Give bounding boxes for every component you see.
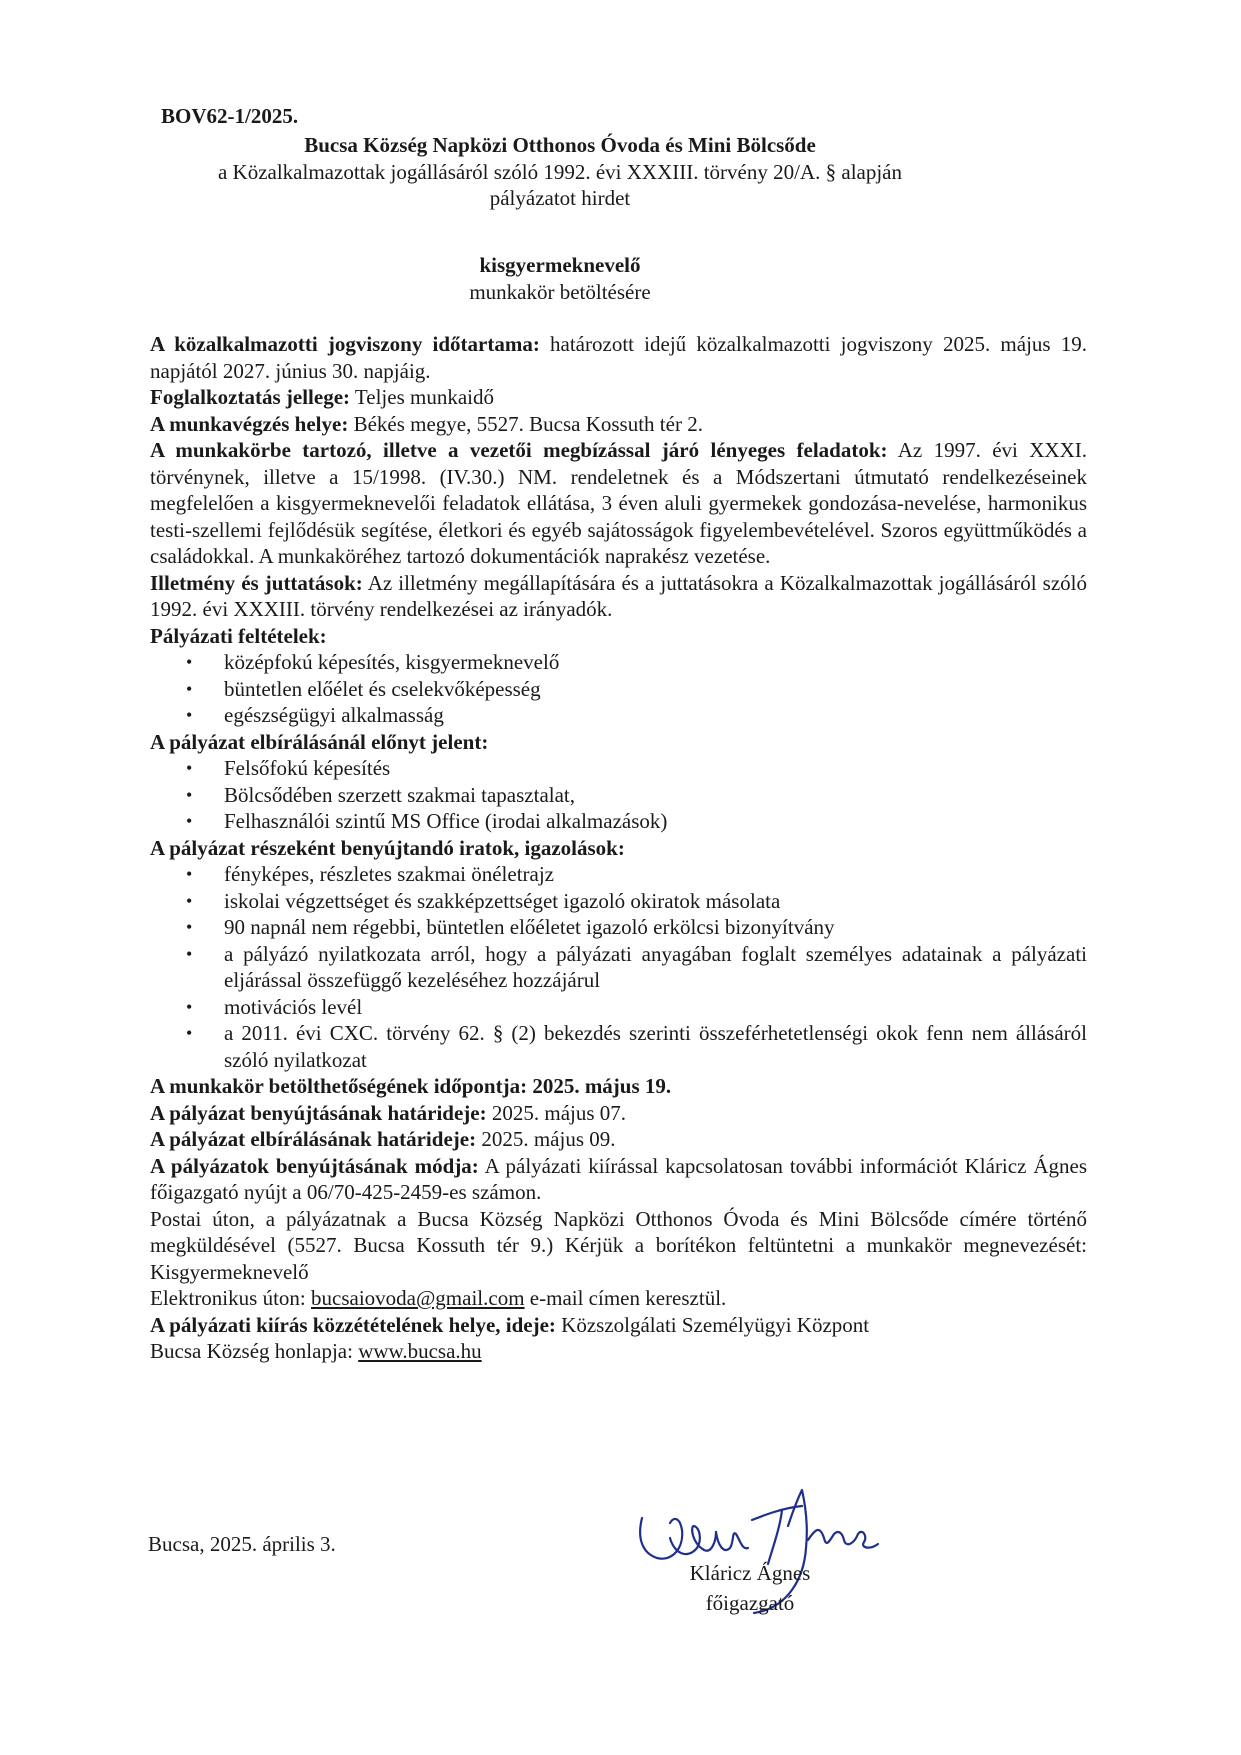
employment-text: Teljes munkaidő xyxy=(354,385,494,409)
duration-section xyxy=(150,331,1087,384)
website-link[interactable]: www.bucsa.hu xyxy=(358,1339,482,1363)
documents-heading: A pályázat részeként benyújtandó iratok, igazolások: xyxy=(150,835,625,860)
advantages-list xyxy=(150,755,1087,835)
conditions-heading: Pályázati feltételek: xyxy=(150,623,327,648)
conditions-list xyxy=(150,649,1087,729)
deadline-text: 2025. május 07. xyxy=(491,1100,627,1125)
salary-section xyxy=(150,570,1087,623)
list-item: • középfokú képesítés, kisgyermeknevelő xyxy=(150,649,1087,676)
employment-label: Foglalkoztatás jellege: xyxy=(150,385,351,409)
method-section xyxy=(150,1153,1087,1206)
place-text: Békés megye, 5527. Bucsa Kossuth tér 2. xyxy=(353,411,703,436)
duration-label: A közalkalmazotti jogviszony időtartama: xyxy=(150,332,540,356)
publication-text: Közszolgálati Személyügyi Központ xyxy=(561,1312,870,1337)
list-item: • Felhasználói szintű MS Office (irodai alkalmazások) xyxy=(150,808,1087,835)
duration-text: határozott idejű közalkalmazotti jogviszony 2025. május 19. napjától 2027. június 30. napjáig. xyxy=(150,332,1088,383)
decision-label: A pályázat elbírálásának határideje: xyxy=(150,1127,477,1151)
website-section xyxy=(150,1338,1087,1365)
electronic-section xyxy=(150,1285,1087,1312)
postal-text: Postai úton, a pályázatnak a Bucsa Község Napközi Otthonos Óvoda és Mini Bölcsőde címére történő megküldésével (5527. Bucsa Kossuth tér 9.) Kérjük a borítékon feltüntetni a munkakör megnevezését: Kisgyermeknevelő xyxy=(150,1206,1087,1284)
duties-label: A munkakörbe tartozó, illetve a vezetői megbízással járó lényeges feladatok: xyxy=(150,438,888,462)
position-title-block xyxy=(150,252,970,305)
documents-list xyxy=(150,861,1087,1073)
legal-basis: a Közalkalmazottak jogállásáról szóló 1992. évi XXXIII. törvény 20/A. § alapján xyxy=(217,159,903,184)
website-pre: Bucsa Község honlapja: xyxy=(150,1339,353,1363)
decision-text: 2025. május 09. xyxy=(481,1127,616,1151)
list-item: • motivációs levél xyxy=(150,994,1087,1021)
salary-text: Az illetmény megállapítására és a juttatásokra a Közalkalmazottak jogállásáról szóló 1992. évi XXXIII. törvény rendelkezései az irányadók. xyxy=(150,570,1088,621)
date-place: Bucsa, 2025. április 3. xyxy=(148,1532,336,1556)
list-item: • büntetlen előélet és cselekvőképesség xyxy=(150,676,1087,703)
document-header xyxy=(150,132,970,212)
deadline-label: A pályázat benyújtásának határideje: xyxy=(150,1100,487,1125)
list-item: • 90 napnál nem régebbi, büntetlen előéletet igazoló erkölcsi bizonyítvány xyxy=(150,914,1087,941)
signer-name: Kláricz Ágnes xyxy=(689,1561,811,1585)
email-link[interactable]: bucsaiovoda@gmail.com xyxy=(311,1286,525,1310)
list-item: • fényképes, részletes szakmai önéletrajz xyxy=(150,861,1087,888)
method-text: A pályázati kiírással kapcsolatosan további információt Kláricz Ágnes főigazgató nyújt a 06/70-425-2459-es számon. xyxy=(150,1153,1087,1204)
announcement-line: pályázatot hirdet xyxy=(489,186,631,210)
place-section xyxy=(150,411,1087,438)
signer-title: főigazgató xyxy=(705,1591,795,1615)
employment-section xyxy=(150,384,1087,411)
method-label: A pályázatok benyújtásának módja: xyxy=(150,1153,479,1178)
list-item: • egészségügyi alkalmasság xyxy=(150,702,1087,729)
signer-block xyxy=(650,1558,850,1618)
list-item: • Bölcsődében szerzett szakmai tapasztalat, xyxy=(150,782,1087,809)
electronic-pre: Elektronikus úton: xyxy=(150,1286,306,1310)
decision-section xyxy=(150,1126,1087,1153)
list-item: • a pályázó nyilatkozata arról, hogy a pályázati anyagában foglalt személyes adatainak a pályázati eljárással összefüggő kezeléséhez hozzájárul xyxy=(150,941,1087,994)
organization-name: Bucsa Község Napközi Otthonos Óvoda és Mini Bölcsőde xyxy=(304,133,816,157)
publication-label: A pályázati kiírás közzétételének helye, ideje: xyxy=(150,1312,556,1337)
position-title: kisgyermeknevelő xyxy=(479,253,641,277)
advantages-heading: A pályázat elbírálásánál előnyt jelent: xyxy=(150,729,489,754)
list-item: • Felsőfokú képesítés xyxy=(150,755,1087,782)
start-date: A munkakör betölthetőségének időpontja: 2025. május 19. xyxy=(150,1074,672,1098)
reference-number: BOV62-1/2025. xyxy=(161,104,299,128)
duties-section xyxy=(150,437,1087,570)
position-subtitle: munkakör betöltésére xyxy=(469,279,651,304)
list-item: • a 2011. évi CXC. törvény 62. § (2) bekezdés szerinti összeférhetetlenségi okok fenn nem állásáról szóló nyilatkozat xyxy=(150,1020,1087,1073)
deadline-section xyxy=(150,1100,1087,1127)
place-label: A munkavégzés helye: xyxy=(150,411,349,436)
list-item: • iskolai végzettséget és szakképzettséget igazoló okiratok másolata xyxy=(150,888,1087,915)
duties-text: Az 1997. évi XXXI. törvénynek, illetve a 15/1998. (IV.30.) NM. rendeletnek és a Módszertani útmutató rendelkezéseinek megfelelően a kisgyermeknevelői feladatok ellátása, 3 éven aluli gyermekek gondozása-nevelése, harmonikus testi-szellemi fejlődésük segítése, életkori és egyéb sajátosságok figyelembevételével. Szoros együttműködés a családokkal. A munkaköréhez tartozó dokumentációk naprakész vezetése. xyxy=(150,438,1087,568)
publication-section xyxy=(150,1312,1087,1339)
document-body xyxy=(150,331,1087,1365)
electronic-post: e-mail címen keresztül. xyxy=(529,1286,727,1310)
salary-label: Illetmény és juttatások: xyxy=(150,570,363,595)
